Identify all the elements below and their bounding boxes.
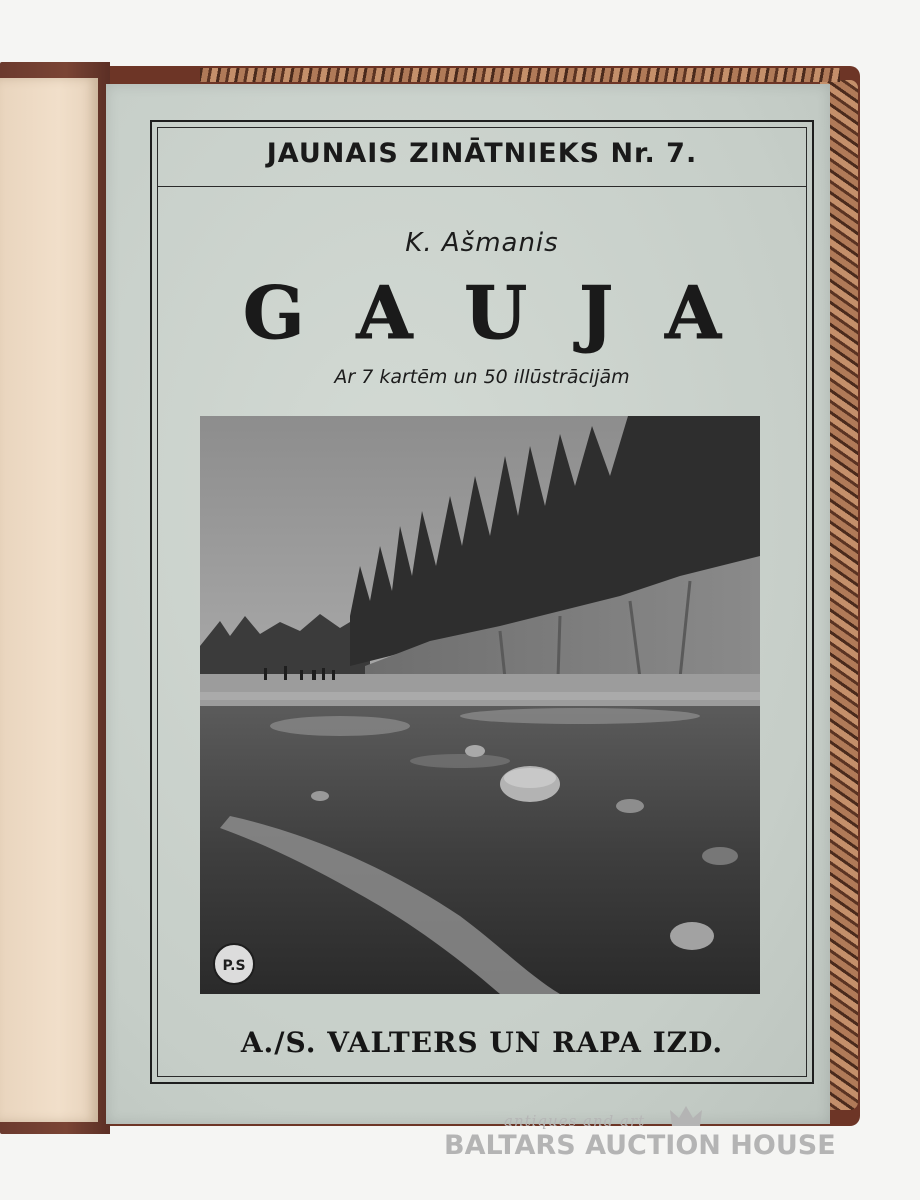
auction-house-watermark xyxy=(440,1112,840,1172)
watermark-tagline: antiques and art xyxy=(504,1112,646,1130)
marbled-endpaper-top xyxy=(200,68,840,82)
publisher-imprint: A./S. VALTERS UN RAPA IZD. xyxy=(240,1026,724,1059)
author-name: K. Ašmanis xyxy=(405,228,559,258)
header-rule xyxy=(157,186,807,187)
river-photograph xyxy=(200,416,760,994)
river-landscape-image xyxy=(200,416,760,994)
book-title: GAUJA xyxy=(242,270,774,355)
book-subtitle: Ar 7 kartēm un 50 illūstrācijām xyxy=(334,366,630,388)
left-blank-page xyxy=(0,78,98,1122)
watermark-name: BALTARS AUCTION HOUSE xyxy=(444,1130,836,1161)
series-title: JAUNAIS ZINĀTNIEKS Nr. 7. xyxy=(266,138,698,169)
crown-icon xyxy=(668,1102,704,1132)
photo-monogram: P.S xyxy=(222,958,246,974)
